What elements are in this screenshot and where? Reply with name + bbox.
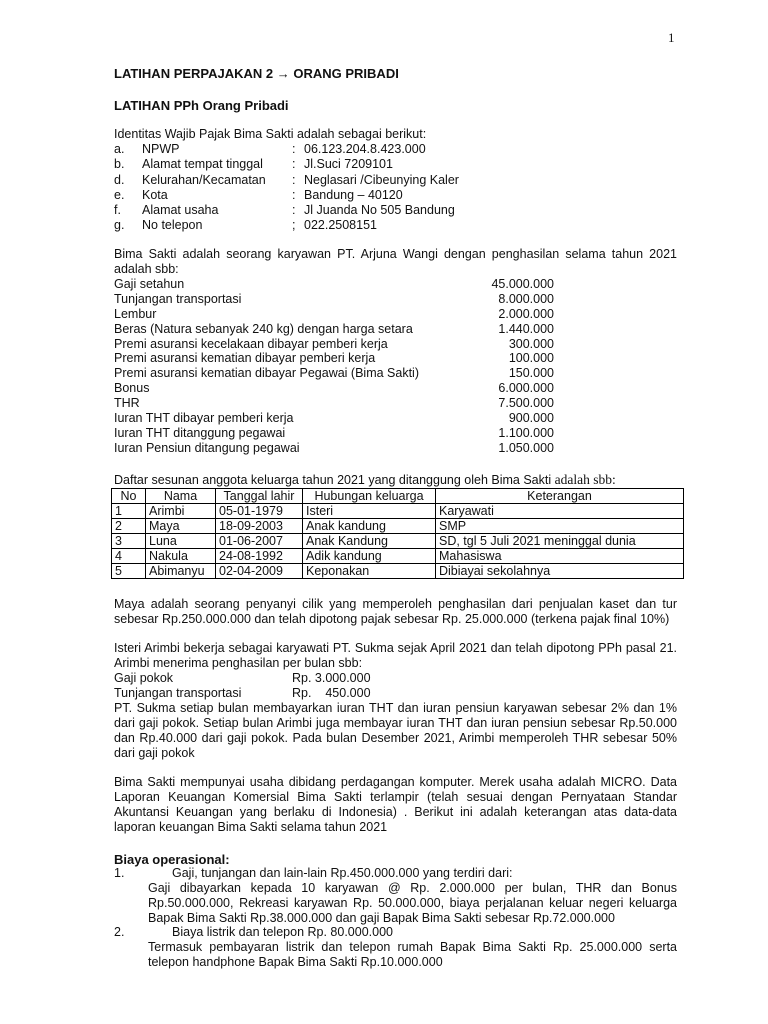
income-value: 1.050.000 <box>498 440 554 455</box>
income-label: Lembur <box>114 306 157 321</box>
operational-item-detail: Termasuk pembayaran listrik dan telepon rumah Bapak Bima Sakti Rp. 25.000.000 serta telepon handphone Bapak Bima Sakti Rp.10.000.000 <box>148 940 677 969</box>
identity-value: Jl.Suci 7209101 <box>304 157 393 172</box>
income-label: Premi asuransi kematian dibayar pemberi kerja <box>114 351 376 366</box>
income-row <box>114 441 554 456</box>
income-row <box>114 366 554 381</box>
cell-hubungan: Anak kandung <box>303 519 436 534</box>
income-label: Premi asuransi kematian dibayar Pegawai (Bima Sakti) <box>114 366 419 381</box>
identity-label: Alamat tempat tinggal <box>142 157 263 172</box>
table-row <box>112 534 684 549</box>
header-keterangan: Keterangan <box>436 489 684 504</box>
income-value: 150.000 <box>508 366 554 381</box>
family-table <box>111 488 684 579</box>
identity-separator: ; <box>292 218 296 233</box>
income-row <box>114 381 554 396</box>
income-value: 8.000.000 <box>498 291 554 306</box>
income-label: Bonus <box>114 381 150 396</box>
income-label: Tunjangan transportasi <box>114 291 242 306</box>
income-label: Gaji setahun <box>114 277 185 291</box>
cell-no: 3 <box>112 534 146 549</box>
income-value: 300.000 <box>508 336 554 351</box>
cell-hubungan: Adik kandung <box>303 549 436 564</box>
cell-no: 5 <box>112 564 146 579</box>
arimbi-income-list <box>114 671 371 701</box>
maya-paragraph: Maya adalah seorang penyanyi cilik yang memperoleh penghasilan dari penjualan kaset dan tur sebesar Rp.250.000.000 dan telah dipotong pajak sebesar Rp. 25.000.000 (terkena pajak final 10%) <box>114 597 677 626</box>
identity-row <box>114 218 684 233</box>
arimbi-income-row <box>114 671 371 686</box>
identity-section <box>114 127 684 234</box>
header-nama: Nama <box>146 489 216 504</box>
identity-separator: : <box>292 203 296 218</box>
operational-item-head: Gaji, tunjangan dan lain-lain Rp.450.000.000 yang terdiri dari: <box>172 866 513 880</box>
table-row <box>112 549 684 564</box>
operational-item-detail: Gaji dibayarkan kepada 10 karyawan @ Rp. 2.000.000 per bulan, THR dan Bonus Rp.50.000.000, Rekreasi karyawan Rp. 50.000.000, biaya perjalanan keluar negeri keluarga Bapak Bima Sakti Rp.38.000.000 dan gaji Bapak Bima Sakti sebesar Rp.72.000.000 <box>148 881 677 925</box>
cell-tanggal-lahir: 01-06-2007 <box>216 534 303 549</box>
table-row <box>112 519 684 534</box>
income-value: 7.500.000 <box>498 396 554 411</box>
cell-keterangan: Karyawati <box>436 504 684 519</box>
family-intro-tail: adalah sbb: <box>554 472 616 487</box>
table-row <box>112 504 684 519</box>
income-label: Premi asuransi kecelakaan dibayar pemberi kerja <box>114 336 388 351</box>
identity-letter: g. <box>114 218 125 233</box>
cell-nama: Luna <box>146 534 216 549</box>
income-label: THR <box>114 396 140 411</box>
cell-keterangan: SD, tgl 5 Juli 2021 meninggal dunia <box>436 534 684 549</box>
identity-separator: : <box>292 172 296 187</box>
identity-value: Bandung – 40120 <box>304 187 403 202</box>
arimbi-income-label: Tunjangan transportasi <box>114 686 242 700</box>
income-label: Iuran THT dibayar pemberi kerja <box>114 411 294 426</box>
income-value: 1.440.000 <box>498 321 554 336</box>
cell-keterangan: SMP <box>436 519 684 534</box>
income-value: 1.100.000 <box>498 425 554 440</box>
income-value: 100.000 <box>508 351 554 366</box>
identity-letter: f. <box>114 203 121 218</box>
cell-no: 4 <box>112 549 146 564</box>
header-hubungan: Hubungan keluarga <box>303 489 436 504</box>
family-intro <box>114 472 684 488</box>
identity-label: NPWP <box>142 142 180 156</box>
income-row <box>114 322 554 337</box>
income-label: Iuran Pensiun ditangung pegawai <box>114 440 300 455</box>
cell-keterangan: Mahasiswa <box>436 549 684 564</box>
page-subtitle: LATIHAN PPh Orang Pribadi <box>114 98 289 113</box>
identity-value: 06.123.204.8.423.000 <box>304 142 426 156</box>
page-number: 1 <box>668 30 675 45</box>
income-value: 900.000 <box>508 411 554 426</box>
table-row <box>112 564 684 579</box>
income-label: Iuran THT ditanggung pegawai <box>114 425 286 440</box>
identity-label: Alamat usaha <box>142 203 219 218</box>
identity-label: No telepon <box>142 218 203 233</box>
operational-title: Biaya operasional: <box>114 852 230 867</box>
identity-value: 022.2508151 <box>304 218 377 233</box>
cell-nama: Arimbi <box>146 504 216 519</box>
income-row <box>114 292 554 307</box>
arimbi-note: PT. Sukma setiap bulan membayarkan iuran THT dan iuran pensiun karyawan sebesar 2% dan 1% dari gaji pokok. Setiap bulan Arimbi juga membayar iuran THT dan iuran pensiun sebesar Rp.50.000 dan Rp.40.000 dari gaji pokok. Pada bulan Desember 2021, Arimbi memperoleh THR sebesar 50% dari gaji pokok <box>114 701 677 760</box>
identity-label: Kelurahan/Kecamatan <box>142 172 266 187</box>
identity-letter: e. <box>114 187 125 202</box>
income-value: 45.000.000 <box>491 277 554 291</box>
cell-tanggal-lahir: 18-09-2003 <box>216 519 303 534</box>
income-value: 6.000.000 <box>498 381 554 396</box>
identity-row <box>114 142 684 157</box>
identity-row <box>114 188 684 203</box>
arimbi-income-value: Rp. 3.000.000 <box>292 671 371 685</box>
operational-item-head: Biaya listrik dan telepon Rp. 80.000.000 <box>172 925 393 939</box>
cell-hubungan: Anak Kandung <box>303 534 436 549</box>
identity-label: Kota <box>142 187 168 202</box>
cell-nama: Nakula <box>146 549 216 564</box>
income-intro: Bima Sakti adalah seorang karyawan PT. Arjuna Wangi dengan penghasilan selama tahun 2021 adalah sbb: <box>114 247 677 276</box>
business-paragraph: Bima Sakti mempunyai usaha dibidang perdagangan komputer. Merek usaha adalah MICRO. Data Laporan Keuangan Komersial Bima Sakti terlampir (telah sesuai dengan Pernyataan Standar Akuntansi Keuangan yang berlaku di Indonesia) . Berikut ini adalah keterangan atas data-data laporan keuangan Bima Sakti selama tahun 2021 <box>114 775 677 834</box>
cell-hubungan: Keponakan <box>303 564 436 579</box>
header-no: No <box>112 489 146 504</box>
identity-letter: d. <box>114 172 125 187</box>
cell-hubungan: Isteri <box>303 504 436 519</box>
identity-separator: : <box>292 187 296 202</box>
arimbi-income-row <box>114 686 371 701</box>
cell-tanggal-lahir: 24-08-1992 <box>216 549 303 564</box>
income-row <box>114 426 554 441</box>
income-label: Beras (Natura sebanyak 240 kg) dengan harga setara <box>114 321 413 336</box>
operational-item-number: 1. <box>114 866 125 880</box>
income-row <box>114 396 554 411</box>
identity-separator: : <box>292 157 296 172</box>
identity-row <box>114 157 684 172</box>
header-tanggal-lahir: Tanggal lahir <box>216 489 303 504</box>
income-value: 2.000.000 <box>498 306 554 321</box>
income-row <box>114 351 554 366</box>
identity-value: Neglasari /Cibeunying Kaler <box>304 172 459 187</box>
cell-no: 2 <box>112 519 146 534</box>
income-row <box>114 337 554 352</box>
identity-row <box>114 173 684 188</box>
identity-value: Jl Juanda No 505 Bandung <box>304 203 455 218</box>
identity-separator: : <box>292 142 296 156</box>
arimbi-income-label: Gaji pokok <box>114 671 174 685</box>
identity-letter: b. <box>114 157 125 172</box>
cell-tanggal-lahir: 05-01-1979 <box>216 504 303 519</box>
cell-nama: Maya <box>146 519 216 534</box>
identity-list <box>114 142 684 234</box>
family-intro-text: Daftar sesunan anggota keluarga tahun 2021 yang ditanggung oleh Bima Sakti <box>114 473 552 487</box>
cell-tanggal-lahir: 02-04-2009 <box>216 564 303 579</box>
income-row <box>114 307 554 322</box>
cell-keterangan: Dibiayai sekolahnya <box>436 564 684 579</box>
cell-no: 1 <box>112 504 146 519</box>
operational-item-number: 2. <box>114 925 125 939</box>
arimbi-income-value: Rp. 450.000 <box>292 686 371 700</box>
arimbi-intro: Isteri Arimbi bekerja sebagai karyawati PT. Sukma sejak April 2021 dan telah dipotong PPh pasal 21. Arimbi menerima penghasilan per bulan sbb: <box>114 641 677 670</box>
page-title: LATIHAN PERPAJAKAN 2 → ORANG PRIBADI <box>114 66 399 81</box>
family-table-header <box>112 489 684 504</box>
identity-intro: Identitas Wajib Pajak Bima Sakti adalah sebagai berikut: <box>114 127 427 141</box>
identity-letter: a. <box>114 142 125 156</box>
identity-row <box>114 203 684 218</box>
income-row <box>114 277 554 292</box>
income-row <box>114 411 554 426</box>
cell-nama: Abimanyu <box>146 564 216 579</box>
income-list <box>114 277 554 456</box>
